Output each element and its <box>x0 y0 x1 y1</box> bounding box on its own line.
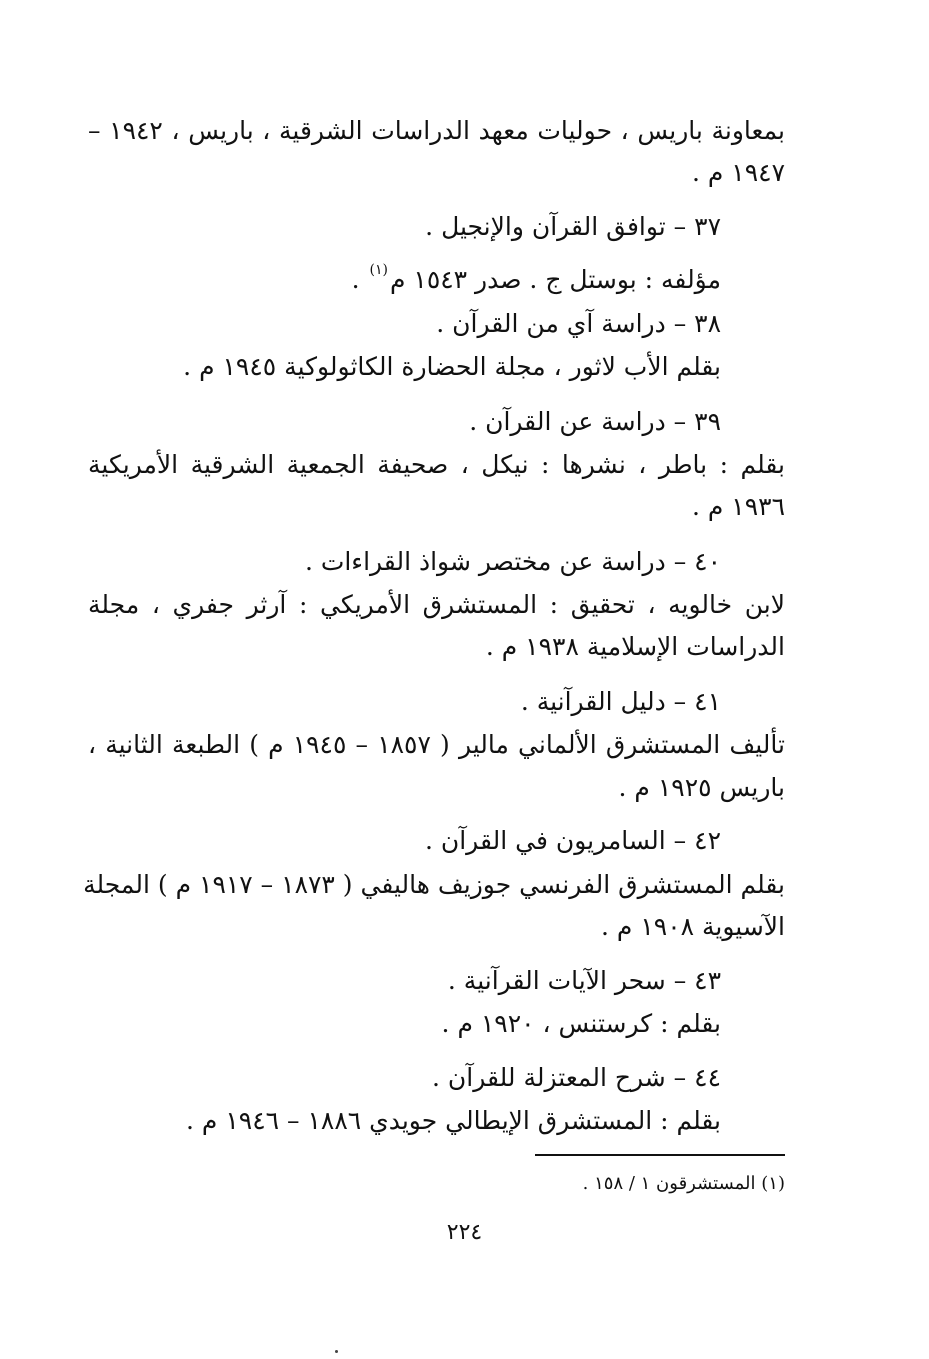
footnote-separator <box>535 1154 785 1156</box>
footnote-marker: (١) <box>369 262 388 278</box>
page-number: ٢٢٤ <box>446 1220 483 1245</box>
entry-44-title: ٤٤ – شرح المعتزلة للقرآن . <box>432 1063 721 1092</box>
entry-44-author: بقلم : المستشرق الإيطالي جويدي ١٨٨٦ – ١٩٤٦ م . <box>186 1106 721 1135</box>
entry-38-author: بقلم الأب لاثور ، مجلة الحضارة الكاثولوكية ١٩٤٥ م . <box>183 352 721 381</box>
footnote: (١) المستشرقون ١ / ١٥٨ . <box>582 1173 785 1194</box>
entry-38-title: ٣٨ – دراسة آي من القرآن . <box>436 309 721 338</box>
entry-37-author <box>352 252 721 298</box>
entry-41-continuation: باريس ١٩٢٥ م . <box>618 773 785 802</box>
entry-39-title: ٣٩ – دراسة عن القرآن . <box>469 407 721 436</box>
entry-41-author: تأليف المستشرق الألماني مالير ( ١٨٥٧ – ١٩٤٥ م ) الطبعة الثانية ، <box>88 730 785 759</box>
entry-39-author: بقلم : باطر ، نشرها : نيكل ، صحيفة الجمعية الشرقية الأمريكية <box>88 450 785 479</box>
entry-43-title: ٤٣ – سحر الآيات القرآنية . <box>447 966 721 995</box>
entry-41-title: ٤١ – دليل القرآنية . <box>520 687 721 716</box>
entry-40-title: ٤٠ – دراسة عن مختصر شواذ القراءات . <box>304 547 721 576</box>
entry-42-continuation: الآسيوية ١٩٠٨ م . <box>601 912 785 941</box>
entry-37-title: ٣٧ – توافق القرآن والإنجيل . <box>425 212 721 241</box>
entry-42-title: ٤٢ – السامريون في القرآن . <box>424 826 721 855</box>
text-line-continuation-end: ١٩٤٧ م . <box>691 158 785 187</box>
entry-40-author: لابن خالويه ، تحقيق : المستشرق الأمريكي : آرثر جفري ، مجلة <box>88 590 785 619</box>
entry-37-author-text: مؤلفه : بوستل ج . صدر ١٥٤٣ م <box>389 265 721 294</box>
entry-43-author: بقلم : كرستنس ، ١٩٢٠ م . <box>441 1009 721 1038</box>
entry-42-author: بقلم المستشرق الفرنسي جوزيف هاليفي ( ١٨٧٣ – ١٩١٧ م ) المجلة <box>83 870 785 899</box>
text-line-continuation: بمعاونة باريس ، حوليات معهد الدراسات الشرقية ، باريس ، ١٩٤٢ – <box>88 116 786 145</box>
entry-40-continuation: الدراسات الإسلامية ١٩٣٨ م . <box>485 632 785 661</box>
scan-speck <box>335 1350 338 1353</box>
entry-39-year: ١٩٣٦ م . <box>691 492 785 521</box>
entry-37-author-end: . <box>351 265 368 294</box>
